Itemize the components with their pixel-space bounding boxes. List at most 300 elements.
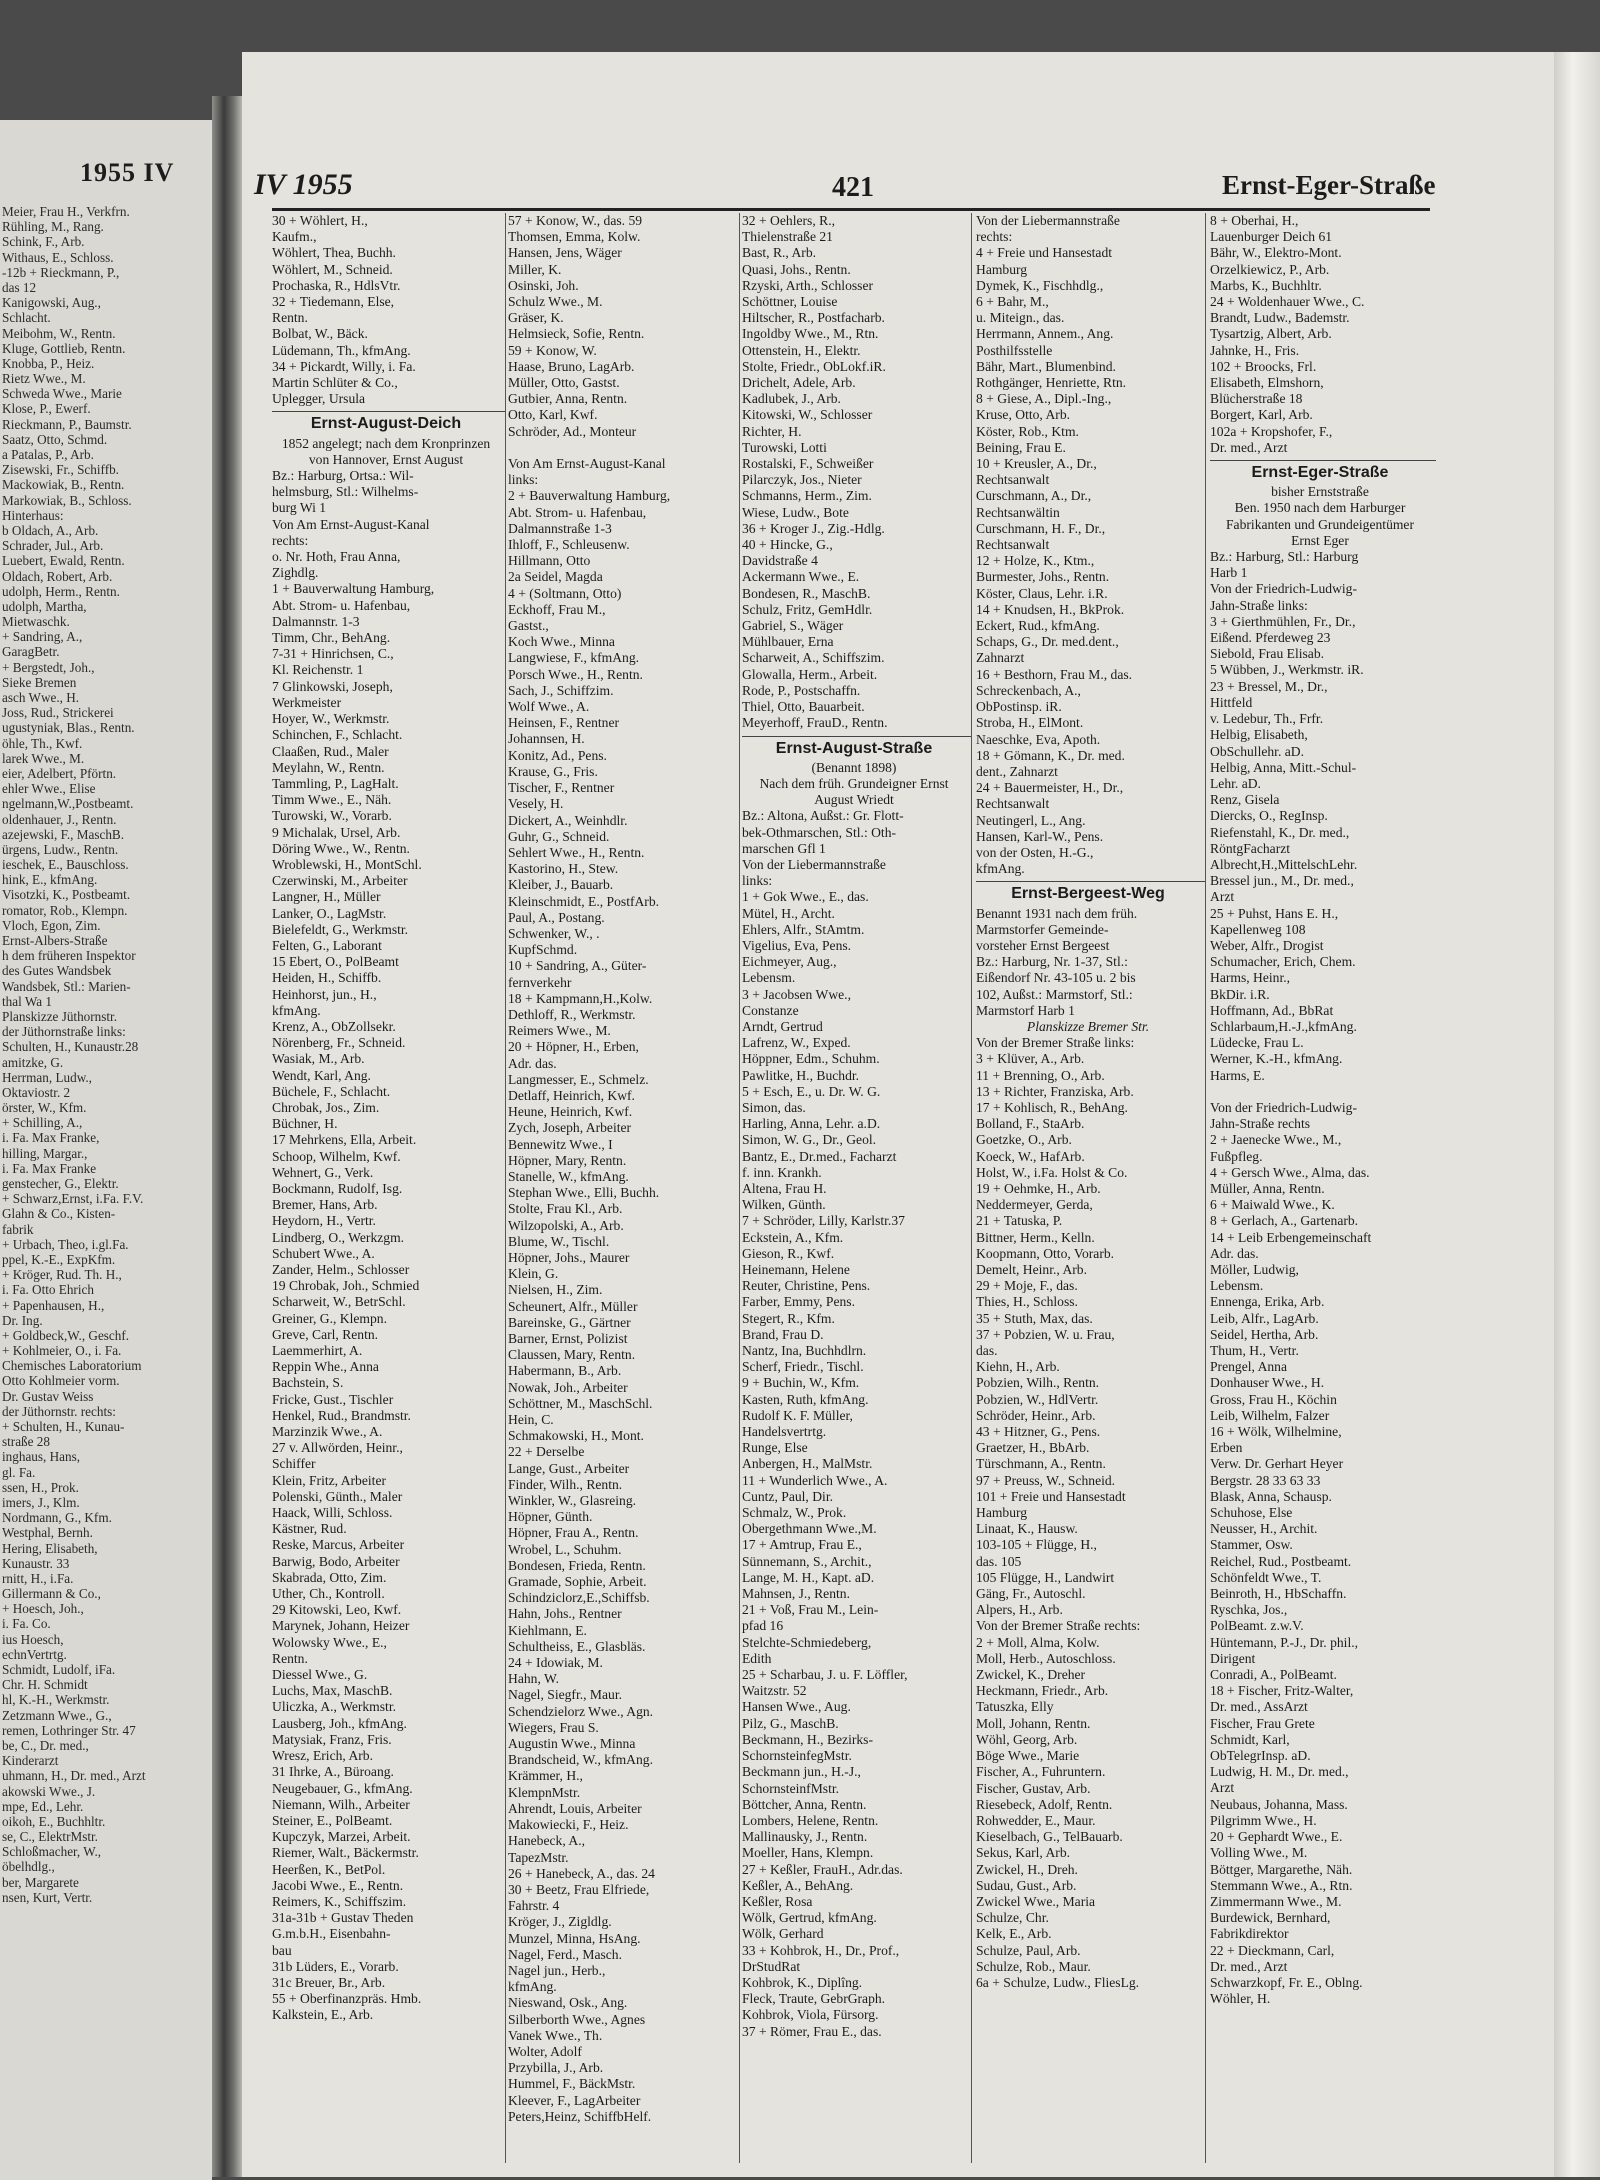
directory-entry: Rudolf K. F. Müller,: [742, 1407, 853, 1423]
directory-entry: Matysiak, Franz, Fris.: [272, 1731, 392, 1747]
directory-entry: Hein, C.: [508, 1412, 554, 1428]
directory-entry: 16 + Wölk, Wilhelmine,: [1210, 1424, 1342, 1440]
directory-entry: Tatuszka, Elly: [976, 1699, 1054, 1715]
directory-entry: Munzel, Minna, HsAng.: [508, 1930, 641, 1946]
directory-entry: Schwarzkopf, Fr. E., Oblng.: [1210, 1974, 1363, 1990]
directory-entry: 17 + Kohlisch, R., BehAng.: [976, 1099, 1128, 1115]
directory-entry: 101 + Freie und Hansestadt: [976, 1488, 1126, 1504]
directory-entry: Marmstorf Harb 1: [976, 1002, 1075, 1018]
directory-entry: 102, Außst.: Marmstorf, Stl.:: [976, 986, 1133, 1002]
directory-entry: Böge Wwe., Marie: [976, 1748, 1080, 1764]
directory-entry: Marmstorfer Gemeinde-: [976, 921, 1109, 937]
directory-entry: Drichelt, Adele, Arb.: [742, 375, 856, 391]
directory-entry: Bondesen, Frieda, Rentn.: [508, 1557, 646, 1573]
page-number: 421: [832, 172, 874, 203]
directory-entry: Bittner, Herm., Kelln.: [976, 1229, 1095, 1245]
directory-entry: Richter, H.: [742, 423, 802, 439]
directory-entry: 27 + Keßler, FrauH., Adr.das.: [742, 1861, 903, 1877]
street-heading: Ernst-August-Straße: [742, 736, 972, 757]
directory-entry: 31c Breuer, Br., Arb.: [272, 1974, 386, 1990]
directory-entry: Ackermann Wwe., E.: [742, 569, 860, 585]
directory-entry: Ludwig, H. M., Dr. med.,: [1210, 1764, 1349, 1780]
directory-entry: Zighdlg.: [272, 565, 319, 581]
left-page-line: + Sandring, A.,: [2, 629, 83, 645]
directory-entry: Beckmann, H., Bezirks-: [742, 1731, 873, 1747]
street-note: Nach dem früh. Grundeigner Ernst August Wriedt: [759, 775, 949, 808]
left-page-line: Meier, Frau H., Verkfrn.: [2, 204, 130, 219]
directory-entry: Sudau, Gust., Arb.: [976, 1877, 1077, 1893]
left-page-line: oldenhauer, J., Rentn.: [2, 811, 117, 827]
directory-entry: Alpers, H., Arb.: [976, 1602, 1063, 1618]
directory-entry: Herrmann, Annem., Ang.: [976, 326, 1114, 342]
directory-entry: 37 + Römer, Frau E., das.: [742, 2023, 882, 2039]
directory-entry: Dr. med., Arzt: [1210, 439, 1288, 455]
left-page-line: fabrik: [2, 1221, 34, 1237]
left-page-line: i. Fa. Max Franke,: [2, 1130, 100, 1146]
directory-entry: Scheunert, Alfr., Müller: [508, 1298, 638, 1314]
directory-entry: 37 + Pobzien, W. u. Frau,: [976, 1326, 1115, 1342]
directory-entry: 9 Michalak, Ursel, Arb.: [272, 824, 401, 840]
directory-entry: Harms, E.: [1210, 1067, 1265, 1083]
left-page-line: Schweda Wwe., Marie: [2, 386, 122, 402]
directory-entry: Gabriel, S., Wäger: [742, 618, 844, 634]
directory-entry: Bz.: Altona, Außst.: Gr. Flott-: [742, 808, 904, 824]
directory-entry: Schöttner, M., MaschSchl.: [508, 1395, 653, 1411]
directory-entry: Eißendorf Nr. 43-105 u. 2 bis: [976, 970, 1136, 986]
left-page-line: akowski Wwe., J.: [2, 1783, 96, 1799]
directory-entry: Scharweit, A., Schiffszim.: [742, 650, 885, 666]
directory-entry: Kieselbach, G., TelBauarb.: [976, 1829, 1123, 1845]
directory-entry: Schuhose, Else: [1210, 1505, 1293, 1521]
left-page-line: Zetzmann Wwe., G.,: [2, 1707, 112, 1723]
directory-entry: Winkler, W., Glasreing.: [508, 1493, 637, 1509]
directory-entry: Volling Wwe., M.: [1210, 1845, 1308, 1861]
directory-entry: Pawlitke, H., Buchdr.: [742, 1067, 860, 1083]
directory-entry: Neutingerl, L., Ang.: [976, 812, 1086, 828]
directory-entry: Stanelle, W., kfmAng.: [508, 1168, 629, 1184]
directory-entry: Mallinausky, J., Rentn.: [742, 1829, 868, 1845]
directory-entry: Dr. med., Arzt: [1210, 1958, 1288, 1974]
left-page-line: inghaus, Hans,: [2, 1449, 81, 1465]
directory-entry: 43 + Hitzner, G., Pens.: [976, 1424, 1101, 1440]
left-page-line: Schmidt, Ludolf, iFa.: [2, 1662, 116, 1677]
directory-entry: Hansen Wwe., Aug.: [742, 1699, 851, 1715]
directory-entry: Bähr, Mart., Blumenbind.: [976, 358, 1116, 374]
directory-entry: Hansen, Jens, Wäger: [508, 245, 622, 261]
directory-entry: Rentn.: [272, 1650, 308, 1666]
directory-entry: Wresz, Erich, Arb.: [272, 1748, 373, 1764]
street-heading: Ernst-Eger-Straße: [1210, 460, 1436, 481]
left-page-line: Schulten, H., Kunaustr.28: [2, 1039, 139, 1055]
directory-entry: Simon, W. G., Dr., Geol.: [742, 1132, 877, 1148]
left-page-line: + Schulten, H., Kunau-: [2, 1419, 125, 1434]
street-note: Ben. 1950 nach dem Harburger Fabrikanten und Grundeigentümer Ernst Eger: [1226, 500, 1414, 548]
directory-entry: Felten, G., Laborant: [272, 937, 382, 953]
directory-entry: dent., Zahnarzt: [976, 763, 1058, 779]
directory-entry: Makowiecki, F., Heiz.: [508, 1817, 629, 1833]
street-note: (Benannt 1898): [811, 759, 897, 775]
directory-entry: Neubaus, Johanna, Mass.: [1210, 1796, 1348, 1812]
directory-entry: Kiehlmann, E.: [508, 1622, 587, 1638]
directory-entry: Harling, Anna, Lehr. a.D.: [742, 1116, 881, 1132]
directory-entry: Büchner, H.: [272, 1116, 338, 1132]
directory-entry: Krämmer, H.,: [508, 1768, 583, 1784]
directory-entry: Pobzien, Wilh., Rentn.: [976, 1375, 1100, 1391]
directory-entry: Hahn, W.: [508, 1671, 559, 1687]
left-page-line: Rieckmann, P., Baumstr.: [2, 416, 132, 432]
directory-entry: Bähr, W., Elektro-Mont.: [1210, 245, 1342, 261]
directory-entry: 21 + Tatuska, P.: [976, 1213, 1063, 1229]
directory-entry: kfmAng.: [976, 861, 1025, 877]
directory-entry: Luchs, Max, MaschB.: [272, 1683, 393, 1699]
directory-entry: Fricke, Gust., Tischler: [272, 1391, 394, 1407]
directory-entry: vorsteher Ernst Bergeest: [976, 937, 1110, 953]
directory-entry: Harms, Heinr.,: [1210, 970, 1291, 986]
directory-entry: Schmanns, Herm., Zim.: [742, 488, 872, 504]
directory-entry: Fischer, Gustav, Arb.: [976, 1780, 1091, 1796]
directory-entry: Stegert, R., Kfm.: [742, 1310, 835, 1326]
directory-entry: Rentn.: [272, 310, 308, 326]
directory-entry: 102 + Broocks, Frl.: [1210, 358, 1317, 374]
directory-entry: 18 + Gömann, K., Dr. med.: [976, 747, 1125, 763]
directory-entry: Zander, Helm., Schlosser: [272, 1262, 410, 1277]
directory-entry: Kleiber, J., Bauarb.: [508, 877, 614, 893]
left-page-line: Oldach, Robert, Arb.: [2, 568, 113, 584]
directory-entry: Burdewick, Bernhard,: [1210, 1910, 1331, 1926]
directory-entry: Bachstein, S.: [272, 1375, 344, 1391]
directory-entry: Rode, P., Postschaffn.: [742, 682, 861, 698]
directory-entry: Möller, Ludwig,: [1210, 1261, 1299, 1277]
left-page-line: Meibohm, W., Rentn.: [2, 325, 116, 341]
directory-entry: Ennenga, Erika, Arb.: [1210, 1294, 1325, 1310]
directory-entry: 25 + Scharbau, J. u. F. Löffler,: [742, 1667, 908, 1683]
directory-entry: Seidel, Hertha, Arb.: [1210, 1326, 1319, 1342]
left-page-line: udolph, Martha,: [2, 598, 87, 614]
left-page-line: Rühling, M., Rang.: [2, 219, 104, 235]
directory-entry: Schröder, Heinr., Arb.: [976, 1407, 1096, 1423]
directory-entry: Brandt, Ludw., Bademstr.: [1210, 310, 1350, 326]
directory-entry: rechts:: [976, 229, 1013, 245]
directory-entry: Höppner, Edm., Schuhm.: [742, 1051, 880, 1067]
left-page-line: Visotzki, K., Postbeamt.: [2, 887, 131, 903]
directory-entry: Wendt, Karl, Ang.: [272, 1067, 371, 1083]
directory-entry: Schlarbaum,H.-J.,kfmAng.: [1210, 1018, 1357, 1034]
directory-entry: 59 + Konow, W.: [508, 342, 597, 358]
directory-entry: Bockmann, Rudolf, Isg.: [272, 1180, 403, 1196]
directory-entry: Kelk, E., Arb.: [976, 1926, 1052, 1942]
directory-entry: Schubert Wwe., A.: [272, 1245, 375, 1261]
directory-entry: Curschmann, A., Dr.,: [976, 488, 1092, 504]
directory-entry: Stelchte-Schmiedeberg,: [742, 1634, 872, 1650]
directory-entry: Blask, Anna, Schausp.: [1210, 1488, 1332, 1504]
directory-entry: Turowski, Lotti: [742, 439, 827, 455]
left-page-line: hl, K.-H., Werkmstr.: [2, 1692, 110, 1708]
directory-entry: 2 + Moll, Alma, Kolw.: [976, 1634, 1100, 1650]
left-page-line: das 12: [2, 279, 37, 295]
directory-entry: Uliczka, A., Werkmstr.: [272, 1699, 396, 1715]
directory-entry: Wiegers, Frau S.: [508, 1719, 599, 1735]
left-page-line: Wandsbek, Stl.: Marien-: [2, 978, 131, 994]
directory-entry: Nowak, Joh., Arbeiter: [508, 1379, 628, 1395]
left-page-line: Zisewski, Fr., Schiffb.: [2, 462, 119, 478]
left-page-line: a Patalas, P., Arb.: [2, 447, 94, 462]
directory-entry: Schinchen, F., Schlacht.: [272, 727, 403, 743]
directory-entry: Fußpfleg.: [1210, 1148, 1263, 1164]
directory-entry: Höpner, Johs., Maurer: [508, 1249, 630, 1265]
directory-entry: Bolland, F., StaArb.: [976, 1116, 1085, 1132]
directory-entry: Jahnke, H., Fris.: [1210, 342, 1300, 358]
directory-entry: Schulz, Fritz, GemHdlr.: [742, 601, 873, 617]
directory-entry: Kitowski, W., Schlosser: [742, 407, 873, 423]
directory-entry: Linaat, K., Hausw.: [976, 1521, 1078, 1537]
directory-entry: Greve, Carl, Rentn.: [272, 1326, 379, 1342]
directory-entry: Rohwedder, E., Maur.: [976, 1812, 1096, 1828]
directory-entry: Zahnarzt: [976, 650, 1025, 666]
directory-entry: 18 + Kampmann,H.,Kolw.: [508, 990, 653, 1006]
directory-entry: Marzinzik Wwe., A.: [272, 1424, 383, 1440]
directory-entry: Rostalski, F., Schweißer: [742, 456, 874, 472]
page-edge: [1554, 52, 1600, 2177]
directory-entry: Gramade, Sophie, Arbeit.: [508, 1574, 647, 1590]
directory-entry: Hahn, Johs., Rentner: [508, 1606, 622, 1622]
directory-entry: Tischer, F., Rentner: [508, 780, 615, 796]
left-page-line: i. Fa. Co.: [2, 1616, 51, 1632]
directory-entry: Ehlers, Alfr., StAmtm.: [742, 921, 865, 937]
left-page-line: Hinterhaus:: [2, 507, 64, 523]
directory-entry: 7 + Schröder, Lilly, Karlstr.37: [742, 1213, 905, 1229]
left-page-line: + Schwarz,Ernst, i.Fa. F.V.: [2, 1191, 144, 1207]
directory-entry: Döring Wwe., W., Rentn.: [272, 840, 410, 856]
directory-entry: Edith: [742, 1650, 772, 1666]
left-page-line: der Jüthornstraße links:: [2, 1024, 126, 1040]
directory-entry: Hillmann, Otto: [508, 553, 591, 569]
directory-entry: SchornsteinfegMstr.: [742, 1748, 852, 1764]
directory-entry: Heinsen, F., Rentner: [508, 715, 620, 731]
directory-entry: Rzyski, Arth., Schlosser: [742, 277, 874, 293]
directory-entry: fernverkehr: [508, 974, 572, 990]
directory-entry: Haase, Bruno, LagArb.: [508, 358, 635, 374]
directory-entry: Prengel, Anna: [1210, 1359, 1288, 1375]
directory-entry: Lafrenz, W., Exped.: [742, 1035, 851, 1051]
directory-entry: Turowski, W., Vorarb.: [272, 808, 392, 824]
directory-entry: Lehr. aD.: [1210, 775, 1261, 791]
directory-entry: Reske, Marcus, Arbeiter: [272, 1537, 405, 1553]
directory-entry: Quasi, Johs., Rentn.: [742, 261, 851, 277]
left-page-line: + Goldbeck,W., Geschf.: [2, 1327, 130, 1343]
directory-entry: Steiner, E., PolBeamt.: [272, 1812, 393, 1828]
directory-entry: Borgert, Karl, Arb.: [1210, 407, 1313, 423]
directory-entry: Handelsvertrtg.: [742, 1424, 827, 1440]
left-page-line: Mackowiak, B., Rentn.: [2, 477, 125, 493]
directory-entry: 13 + Richter, Franziska, Arb.: [976, 1083, 1134, 1099]
left-page-line: Otto Kohlmeier vorm.: [2, 1373, 120, 1389]
left-page-line: nsen, Kurt, Vertr.: [2, 1889, 93, 1905]
left-page-line: ürgens, Ludw., Rentn.: [2, 841, 119, 857]
street-heading: Ernst-Bergeest-Weg: [976, 881, 1206, 902]
directory-entry: das.: [976, 1343, 998, 1359]
directory-entry: 32 + Tiedemann, Else,: [272, 294, 395, 310]
directory-entry: bek-Othmarschen, Stl.: Oth-: [742, 824, 897, 840]
directory-entry: Thielenstraße 21: [742, 229, 833, 245]
directory-entry: Prochaska, R., HdlsVtr.: [272, 277, 401, 293]
directory-entry: Köster, Claus, Lehr. i.R.: [976, 585, 1108, 601]
directory-entry: Stemmann Wwe., A., Rtn.: [1210, 1877, 1353, 1893]
directory-entry: 8 + Gerlach, A., Gartenarb.: [1210, 1213, 1359, 1229]
directory-entry: Wroblewski, H., MontSchl.: [272, 856, 422, 872]
directory-entry: Bz.: Harburg, Nr. 1-37, Stl.:: [976, 954, 1128, 970]
directory-entry: Keßler, Rosa: [742, 1893, 813, 1909]
directory-entry: Stolte, Friedr., ObLokf.iR.: [742, 358, 886, 374]
directory-entry: Bareinske, G., Gärtner: [508, 1314, 631, 1330]
directory-entry: 24 + Bauermeister, H., Dr.,: [976, 780, 1124, 796]
directory-entry: Czerwinski, M., Arbeiter: [272, 873, 408, 889]
directory-entry: 5 Wübben, J., Werkmstr. iR.: [1210, 662, 1364, 678]
directory-entry: PolBeamt. z.w.V.: [1210, 1618, 1304, 1634]
directory-entry: KupfSchmd.: [508, 942, 578, 958]
directory-entry: Lebensm.: [1210, 1278, 1264, 1294]
directory-entry: Detlaff, Heinrich, Kwf.: [508, 1087, 635, 1103]
directory-entry: Chrobak, Jos., Zim.: [272, 1099, 380, 1115]
directory-entry: Konitz, Ad., Pens.: [508, 747, 607, 763]
directory-entry: 3 + Klüver, A., Arb.: [976, 1051, 1085, 1067]
directory-entry: Höpner, Günth.: [508, 1509, 593, 1525]
directory-entry: Meyerhoff, FrauD., Rentn.: [742, 715, 888, 731]
directory-entry: Türschmann, A., Rentn.: [976, 1456, 1106, 1472]
left-page-line: der Jüthornstr. rechts:: [2, 1403, 116, 1419]
left-page-line: Schink, F., Arb.: [2, 234, 85, 250]
directory-entry: Mahnsen, J., Rentn.: [742, 1586, 850, 1602]
directory-entry: 19 Chrobak, Joh., Schmied: [272, 1278, 420, 1294]
directory-entry: [1210, 1084, 1436, 1100]
directory-entry: Benannt 1931 nach dem früh.: [976, 905, 1138, 921]
left-page-line: Kinderarzt: [2, 1753, 59, 1769]
directory-entry: 32 + Oehlers, R.,: [742, 213, 835, 228]
directory-entry: Wasiak, M., Arb.: [272, 1051, 365, 1067]
directory-entry: Thomsen, Emma, Kolw.: [508, 229, 641, 245]
directory-entry: 14 + Leib Erbengemeinschaft: [1210, 1229, 1372, 1245]
directory-entry: pfad 16: [742, 1618, 784, 1634]
directory-entry: 31a-31b + Gustav Theden: [272, 1910, 414, 1926]
directory-entry: Rechtsanwältin: [976, 504, 1060, 520]
directory-entry: Augustin Wwe., Minna: [508, 1736, 636, 1752]
directory-entry: Gross, Frau H., Köchin: [1210, 1391, 1337, 1407]
left-page-line: gl. Fa.: [2, 1464, 36, 1480]
directory-entry: Claussen, Mary, Rentn.: [508, 1347, 636, 1363]
left-page-line: ssen, H., Prok.: [2, 1479, 79, 1495]
directory-entry: Neusser, H., Archit.: [1210, 1521, 1318, 1537]
directory-entry: Fabrikdirektor: [1210, 1926, 1289, 1942]
left-page-line: Herrman, Ludw.,: [2, 1069, 92, 1085]
directory-entry: Marynek, Johann, Heizer: [272, 1618, 410, 1634]
left-page-line: Schrader, Jul., Arb.: [2, 538, 104, 554]
directory-entry: Dalmannstraße 1-3: [508, 520, 612, 536]
directory-entry: 15 Ebert, O., PolBeamt: [272, 954, 399, 970]
directory-entry: Neugebauer, G., kfmAng.: [272, 1780, 413, 1796]
left-page-line: + Schilling, A.,: [2, 1115, 83, 1131]
left-page-line: oikoh, E., Buchhltr.: [2, 1813, 106, 1829]
directory-entry: 5 + Esch, E., u. Dr. W. G.: [742, 1083, 881, 1099]
directory-entry: 102a + Kropshofer, F.,: [1210, 423, 1333, 439]
left-page-line: rnitt, H., i.Fa.: [2, 1570, 74, 1586]
directory-entry: Przybilla, J., Arb.: [508, 2060, 604, 2076]
directory-entry: 11 + Brenning, O., Arb.: [976, 1067, 1105, 1083]
directory-entry: Brandscheid, W., kfmAng.: [508, 1752, 653, 1768]
directory-entry: Gäng, Fr., Autoschl.: [976, 1586, 1086, 1602]
directory-entry: Niemann, Wilh., Arbeiter: [272, 1796, 410, 1812]
directory-entry: Dalmannstr. 1-3: [272, 613, 360, 629]
directory-entry: Von der Liebermannstraße: [976, 213, 1120, 228]
directory-entry: o. Nr. Hoth, Frau Anna,: [272, 549, 401, 565]
directory-entry: Nagel, Ferd., Masch.: [508, 1946, 623, 1962]
directory-entry: Diercks, O., RegInsp.: [1210, 808, 1328, 824]
directory-entry: Pilz, G., MaschB.: [742, 1715, 839, 1731]
directory-entry: Graetzer, H., BbArb.: [976, 1440, 1090, 1456]
directory-entry: Harb 1: [1210, 565, 1248, 581]
directory-entry: Habermann, B., Arb.: [508, 1363, 622, 1379]
directory-entry: 10 + Kreusler, A., Dr.,: [976, 456, 1097, 472]
left-page-line: ngelmann,W.,Postbeamt.: [2, 796, 134, 812]
directory-entry: Wolter, Adolf: [508, 2043, 582, 2059]
directory-entry: Rechtsanwalt: [976, 537, 1050, 553]
left-page-line: hilling, Margar.,: [2, 1145, 88, 1161]
directory-entry: Kröger, J., Zigldlg.: [508, 1914, 612, 1930]
directory-entry: Büchele, F., Schlacht.: [272, 1083, 391, 1099]
directory-entry: Runge, Else: [742, 1440, 808, 1456]
directory-entry: Wrobel, L., Schuhm.: [508, 1541, 622, 1557]
left-page-line: Mietwaschk.: [2, 614, 70, 630]
directory-entry: links:: [508, 472, 539, 488]
left-page-entries: [2, 204, 208, 1905]
directory-entry: Pobzien, W., HdlVertr.: [976, 1391, 1099, 1407]
directory-entry: Naeschke, Eva, Apoth.: [976, 731, 1101, 747]
directory-entry: Obergethmann Wwe.,M.: [742, 1521, 877, 1537]
directory-entry: Schöttner, Louise: [742, 294, 838, 310]
directory-column-5: [1210, 213, 1436, 2163]
directory-entry: Kästner, Rud.: [272, 1521, 347, 1537]
directory-entry: Von Am Ernst-August-Kanal: [508, 456, 666, 472]
directory-entry: 21 + Voß, Frau M., Lein-: [742, 1602, 879, 1618]
directory-entry: Vesely, H.: [508, 796, 564, 812]
directory-entry: kfmAng.: [272, 1002, 321, 1018]
directory-entry: Posthilfsstelle: [976, 342, 1053, 358]
directory-entry: marschen Gfl 1: [742, 840, 826, 856]
left-page-line: remen, Lothringer Str. 47: [2, 1722, 136, 1738]
left-page-line: GaragBetr.: [2, 644, 60, 660]
directory-entry: Pilgrimm Wwe., H.: [1210, 1812, 1317, 1828]
directory-entry: Kohbrok, K., Diplîng.: [742, 1974, 863, 1990]
directory-entry: Heerßen, K., BetPol.: [272, 1861, 386, 1877]
directory-entry: 3 + Gierthmühlen, Fr., Dr.,: [1210, 613, 1356, 629]
directory-entry: Schumacher, Erich, Chem.: [1210, 954, 1356, 970]
directory-entry: Bantz, E., Dr.med., Facharzt: [742, 1148, 897, 1164]
left-page-line: örster, W., Kfm.: [2, 1100, 87, 1116]
directory-column-1: [272, 213, 506, 2163]
directory-entry: Schulze, Rob., Maur.: [976, 1958, 1091, 1974]
directory-entry: Koeck, W., HafArb.: [976, 1148, 1085, 1164]
directory-entry: Meylahn, W., Rentn.: [272, 759, 385, 775]
directory-entry: Kaufm.,: [272, 229, 317, 245]
directory-entry: Hüntemann, P.-J., Dr. phil.,: [1210, 1634, 1359, 1650]
directory-entry: RöntgFacharzt: [1210, 840, 1291, 856]
directory-entry: Stephan Wwe., Elli, Buchh.: [508, 1185, 660, 1201]
directory-entry: Hoyer, W., Werkmstr.: [272, 711, 390, 727]
directory-entry: Nörenberg, Fr., Schneid.: [272, 1035, 406, 1051]
directory-entry: 17 Mehrkens, Ella, Arbeit.: [272, 1132, 417, 1148]
left-page-line: Kunaustr. 33: [2, 1555, 70, 1571]
directory-entry: Wilken, Günth.: [742, 1197, 826, 1213]
left-page-line: Kanigowski, Aug.,: [2, 295, 101, 311]
directory-entry: das. 105: [976, 1553, 1022, 1569]
